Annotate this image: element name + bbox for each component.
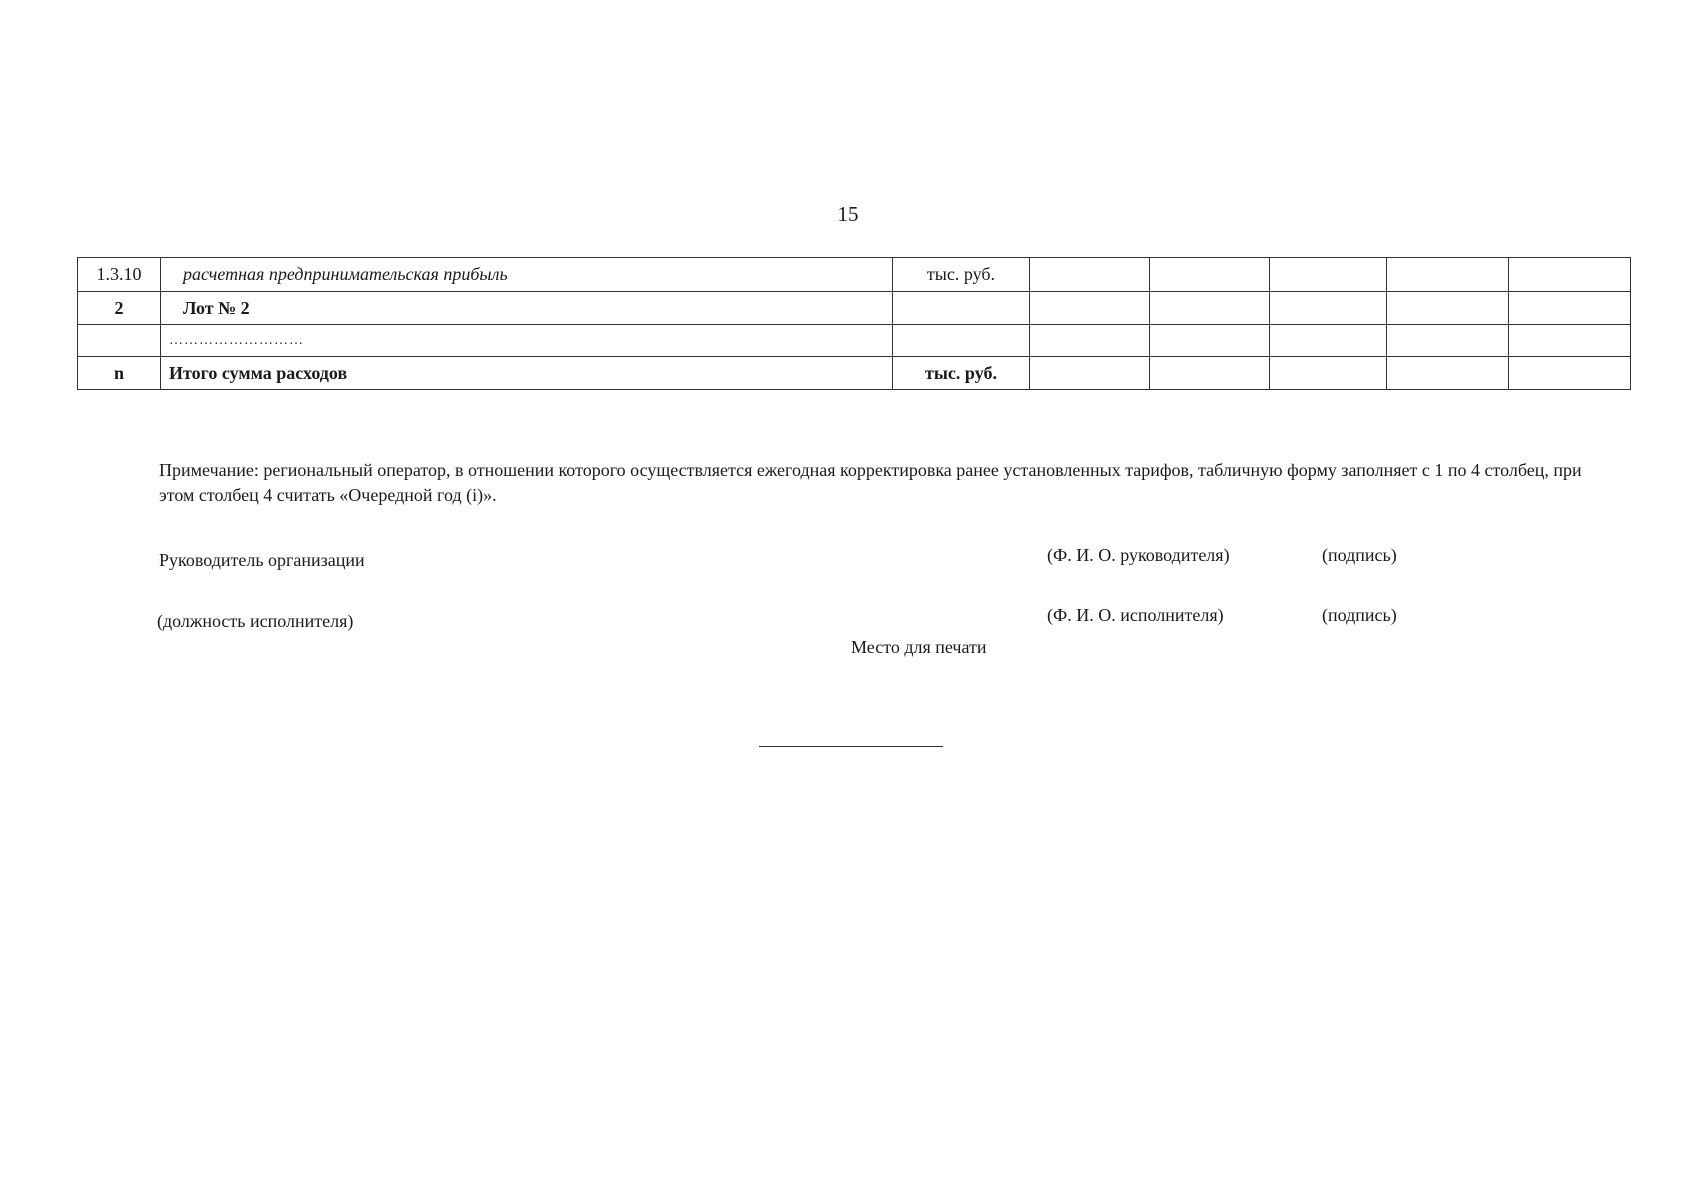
- value-cell: [1030, 325, 1150, 357]
- value-cell: [1270, 325, 1387, 357]
- value-cell: [1030, 357, 1150, 390]
- executor-position-caption: (должность исполнителя): [157, 611, 354, 631]
- page-number: 15: [837, 202, 859, 226]
- note-text: Примечание: региональный оператор, в отношении которого осуществляется ежегодная корректировка ранее установленных тарифов, табличную форму заполняет с 1 по 4 столбец, при этом столбец 4 считать «Очередной год (i)».: [159, 460, 1582, 505]
- expense-table: [77, 257, 1631, 390]
- value-cell: [1270, 258, 1387, 292]
- executor-signature-caption: (подпись): [1322, 605, 1397, 625]
- value-cell: [1030, 258, 1150, 292]
- row-name-cell: Лот № 2: [161, 292, 893, 325]
- table-row: [78, 325, 1631, 357]
- head-signature-caption: (подпись): [1322, 545, 1397, 565]
- row-unit-cell: [893, 292, 1030, 325]
- head-fio-caption: (Ф. И. О. руководителя): [1047, 545, 1230, 565]
- row-unit-cell: тыс. руб.: [893, 258, 1030, 292]
- row-unit-cell: тыс. руб.: [893, 357, 1030, 390]
- row-name-cell: ………………………: [161, 325, 893, 357]
- head-label: Руководитель организации: [159, 550, 365, 570]
- row-unit-cell: [893, 325, 1030, 357]
- table-row: [78, 357, 1631, 390]
- value-cell: [1030, 292, 1150, 325]
- row-name-cell: расчетная предпринимательская прибыль: [161, 258, 893, 292]
- value-cell: [1509, 357, 1631, 390]
- value-cell: [1387, 325, 1509, 357]
- row-name-cell: Итого сумма расходов: [161, 357, 893, 390]
- value-cell: [1509, 292, 1631, 325]
- value-cell: [1509, 325, 1631, 357]
- value-cell: [1387, 292, 1509, 325]
- row-number-cell: n: [78, 357, 161, 390]
- value-cell: [1387, 357, 1509, 390]
- value-cell: [1150, 258, 1270, 292]
- value-cell: [1270, 292, 1387, 325]
- value-cell: [1270, 357, 1387, 390]
- value-cell: [1387, 258, 1509, 292]
- executor-fio-caption: (Ф. И. О. исполнителя): [1047, 605, 1224, 625]
- value-cell: [1150, 292, 1270, 325]
- stamp-place-caption: Место для печати: [851, 637, 987, 657]
- end-divider: [759, 746, 943, 747]
- row-number-cell: 2: [78, 292, 161, 325]
- table-row: [78, 258, 1631, 292]
- row-number-cell: 1.3.10: [78, 258, 161, 292]
- row-number-cell: [78, 325, 161, 357]
- table-row: [78, 292, 1631, 325]
- value-cell: [1150, 325, 1270, 357]
- value-cell: [1150, 357, 1270, 390]
- value-cell: [1509, 258, 1631, 292]
